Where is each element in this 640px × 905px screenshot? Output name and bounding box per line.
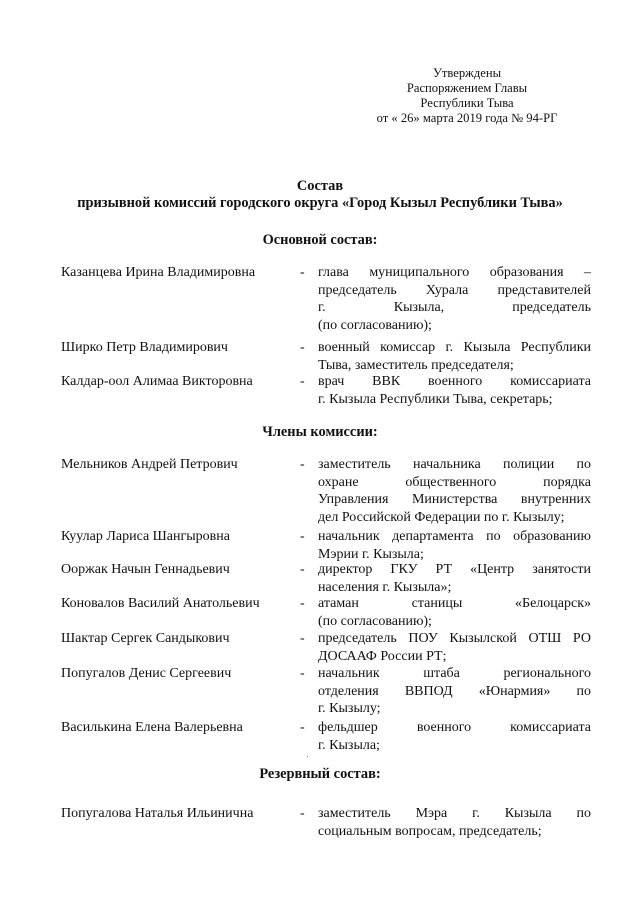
member-role-line: населения г. Кызыла»; xyxy=(318,579,452,595)
scan-speck xyxy=(307,756,308,757)
member-role-line: начальник штаба регионального xyxy=(318,666,591,681)
member-role xyxy=(318,630,591,665)
member-dash: - xyxy=(300,457,305,472)
member-role xyxy=(318,665,591,718)
member-name: Ширко Петр Владимирович xyxy=(61,340,228,355)
member-dash: - xyxy=(300,265,305,280)
member-dash: - xyxy=(300,340,305,355)
member-role-line: начальник департамента по образованию xyxy=(318,529,591,544)
title-line-2: призывной комиссий городского округа «Город Кызыл Республики Тыва» xyxy=(77,195,563,211)
approval-line-3: Республики Тыва xyxy=(420,96,514,110)
member-dash: - xyxy=(300,666,305,681)
member-role-line: заместитель Мэра г. Кызыла по xyxy=(318,806,591,821)
member-role-line: г. Кызыла; xyxy=(318,737,380,753)
member-role xyxy=(318,373,591,408)
member-dash: - xyxy=(300,562,305,577)
member-name: Коновалов Василий Анатольевич xyxy=(61,596,260,611)
member-name: Казанцева Ирина Владимировна xyxy=(61,265,256,280)
member-name: Мельников Андрей Петрович xyxy=(61,457,238,472)
member-name: Калдар-оол Алимаа Викторовна xyxy=(61,374,253,389)
member-role-line: врач ВВК военного комиссариата xyxy=(318,374,591,389)
member-role-line: заместитель начальника полиции по xyxy=(318,457,591,472)
document-title xyxy=(0,178,640,212)
approval-line-2: Распоряжением Главы xyxy=(406,81,528,95)
member-dash: - xyxy=(300,631,305,646)
member-name: Куулар Лариса Шангыровна xyxy=(61,529,230,544)
member-role-line: Тыва, заместитель председателя; xyxy=(318,357,514,373)
approval-line-4: от « 26» марта 2019 года № 94-РГ xyxy=(376,111,558,125)
member-role-line: ДОСААФ России РТ; xyxy=(318,648,447,664)
member-role xyxy=(318,456,591,526)
member-name: Попугалов Денис Сергеевич xyxy=(61,666,232,681)
member-name: Василькина Елена Валерьевна xyxy=(61,720,243,735)
member-role-line: г. Кызылу; xyxy=(318,701,381,716)
member-dash: - xyxy=(300,374,305,389)
member-dash: - xyxy=(300,529,305,544)
member-role-line: военный комиссар г. Кызыла Республики xyxy=(318,340,591,355)
member-role xyxy=(318,805,591,840)
member-role xyxy=(318,595,591,630)
member-role xyxy=(318,528,591,563)
approval-line-1: Утверждены xyxy=(432,66,502,80)
member-role xyxy=(318,264,591,334)
member-role-line: г. Кызыла Республики Тыва, секретарь; xyxy=(318,391,553,407)
member-role-line: Мэрии г. Кызыла; xyxy=(318,546,424,562)
section-heading-reserve: Резервный состав: xyxy=(259,766,381,782)
member-name: Ооржак Начын Геннадьевич xyxy=(61,562,230,577)
member-dash: - xyxy=(300,596,305,611)
member-role-line: председатель Хурала представителей xyxy=(318,282,591,298)
member-role-line: дел Российской Федерации по г. Кызылу; xyxy=(318,509,565,525)
member-role-line: председатель ПОУ Кызылской ОТШ РО xyxy=(318,631,591,646)
member-role-line: глава муниципального образования – xyxy=(318,265,591,280)
approval-stamp xyxy=(352,66,582,126)
member-role-line: фельдшер военного комиссариата xyxy=(318,720,591,735)
member-role-line: социальным вопросам, председатель; xyxy=(318,823,542,839)
member-role-line: Управления Министерства внутренних xyxy=(318,492,591,507)
member-role-line: (по согласованию); xyxy=(318,613,432,629)
title-line-1: Состав xyxy=(296,178,344,194)
member-role-line: директор ГКУ РТ «Центр занятости xyxy=(318,562,591,577)
member-role xyxy=(318,719,591,754)
section-heading-main: Основной состав: xyxy=(262,232,378,248)
member-role xyxy=(318,339,591,374)
member-name: Шактар Сергек Сандыкович xyxy=(61,631,230,646)
member-role-line: г. Кызыла, председатель xyxy=(318,300,591,315)
member-name: Попугалова Наталья Ильинична xyxy=(61,806,254,821)
member-role-line: атаман станицы «Белоцарск» xyxy=(318,596,591,611)
member-role-line: отделения ВВПОД «Юнармия» по xyxy=(318,683,591,699)
member-role-line: (по согласованию); xyxy=(318,317,432,333)
member-role-line: охране общественного порядка xyxy=(318,474,591,490)
member-role xyxy=(318,561,591,596)
section-heading-members: Члены комиссии: xyxy=(262,424,378,440)
member-dash: - xyxy=(300,806,305,821)
member-dash: - xyxy=(300,720,305,735)
